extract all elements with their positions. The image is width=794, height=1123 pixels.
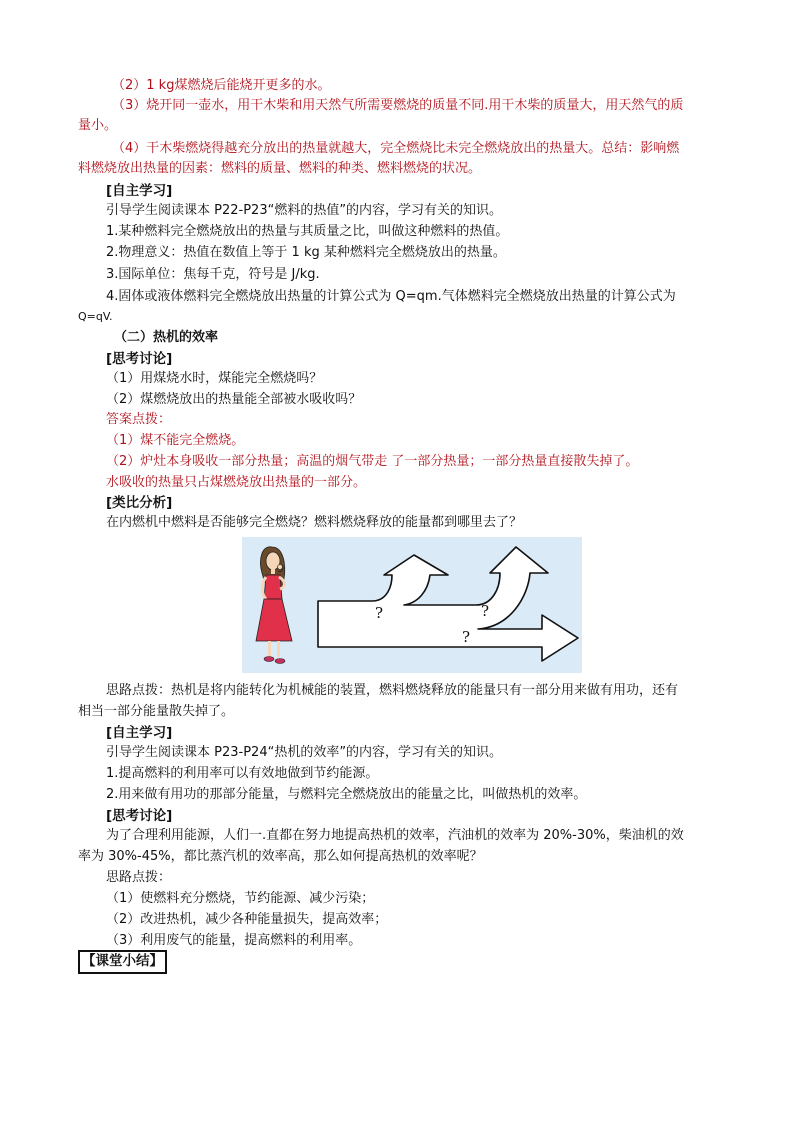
discussion-2-para: 为了合理利用能源，人们一.直都在努力地提高热机的效率，汽油机的效率为 20%-30%，柴油机的效 bbox=[106, 828, 684, 843]
discussion-2-para-cont: 率为 30%-45%，都比蒸汽机的效率高，那么如何提高热机的效率呢？ bbox=[78, 849, 483, 864]
answer-1: （1）煤不能完全燃烧。 bbox=[106, 433, 245, 448]
analogy-header: [类比分析] bbox=[106, 495, 173, 511]
energy-flow-illustration bbox=[242, 537, 582, 673]
self-study-2-item-2: 2.用来做有用功的那部分能量，与燃料完全燃烧放出的能量之比，叫做热机的效率。 bbox=[106, 787, 587, 802]
discussion-2-header: [思考讨论] bbox=[106, 808, 173, 824]
thinking-girl bbox=[256, 547, 292, 664]
section-title: （二）热机的效率 bbox=[114, 330, 219, 345]
self-study-item-1: 1.某种燃料完全燃烧放出的热量与其质量之比，叫做这种燃料的热值。 bbox=[106, 224, 509, 239]
self-study-2-intro: 引导学生阅读课本 P23-P24“热机的效率”的内容，学习有关的知识。 bbox=[106, 745, 503, 760]
answer-label: 答案点拨： bbox=[106, 412, 172, 427]
discussion-header: [思考讨论] bbox=[106, 351, 173, 367]
discussion-2-tip-2: （2）改进热机，减少各种能量损失，提高效率； bbox=[106, 912, 388, 927]
discussion-question-1: （1）用煤烧水时，煤能完全燃烧吗？ bbox=[106, 371, 323, 386]
discussion-question-2: （2）煤燃烧放出的热量能全部被水吸收吗？ bbox=[106, 392, 362, 407]
answer-tip-2: （2）1 kg煤燃烧后能烧开更多的水。 bbox=[112, 78, 331, 93]
answer-3: 水吸收的热量只占煤燃烧放出热量的一部分。 bbox=[106, 475, 367, 490]
question-mark-2: ? bbox=[481, 602, 490, 620]
self-study-2-header: [自主学习] bbox=[106, 725, 173, 741]
self-study-intro: 引导学生阅读课本 P22-P23“燃料的热值”的内容，学习有关的知识。 bbox=[106, 203, 503, 218]
discussion-2-tip-label: 思路点拨： bbox=[106, 870, 172, 885]
analogy-question: 在内燃机中燃料是否能够完全燃烧？燃料燃烧释放的能量都到哪里去了？ bbox=[106, 515, 523, 530]
self-study-item-2: 2.物理意义：热值在数值上等于 1 kg 某种燃料完全燃烧放出的热量。 bbox=[106, 245, 506, 260]
self-study-item-3: 3.国际单位：焦每千克，符号是 J/kg. bbox=[106, 267, 320, 282]
answer-2: （2）炉灶本身吸收一部分热量；高温的烟气带走 了一部分热量；一部分热量直接散失掉了。 bbox=[106, 454, 639, 469]
analogy-tip-cont: 相当一部分能量散失掉了。 bbox=[78, 704, 235, 719]
answer-tip-4-cont: 料燃烧放出热量的因素：燃料的质量、燃料的种类、燃料燃烧的状况。 bbox=[78, 161, 482, 176]
self-study-2-item-1: 1.提高燃料的利用率可以有效地做到节约能源。 bbox=[106, 766, 379, 781]
question-mark-1: ? bbox=[375, 604, 384, 622]
analogy-tip: 思路点拨：热机是将内能转化为机械能的装置，燃料燃烧释放的能量只有一部分用来做有用功，还有 bbox=[106, 683, 679, 698]
energy-arrows bbox=[318, 547, 578, 661]
answer-tip-3: （3）烧开同一壶水，用干木柴和用天然气所需要燃烧的质量不同.用干木柴的质量大，用天然气的质 bbox=[112, 98, 684, 113]
self-study-item-4: 4.固体或液体燃料完全燃烧放出热量的计算公式为 Q=qm.气体燃料完全燃烧放出热量的计算公式为 bbox=[106, 289, 676, 304]
answer-tip-4: （4）干木柴燃烧得越充分放出的热量就越大，完全燃烧比未完全燃烧放出的热量大。总结：影响燃 bbox=[112, 141, 680, 156]
discussion-2-tip-3: （3）利用废气的能量，提高燃料的利用率。 bbox=[106, 933, 362, 948]
question-mark-3: ? bbox=[462, 628, 471, 646]
answer-tip-3-cont: 量小。 bbox=[78, 118, 118, 133]
self-study-item-4-cont: Q=qV. bbox=[78, 310, 113, 323]
self-study-header: [自主学习] bbox=[106, 183, 173, 199]
lesson-summary-heading: 【课堂小结】 bbox=[78, 950, 167, 974]
discussion-2-tip-1: （1）使燃料充分燃烧，节约能源、减少污染； bbox=[106, 891, 375, 906]
energy-flow-svg bbox=[242, 537, 582, 673]
